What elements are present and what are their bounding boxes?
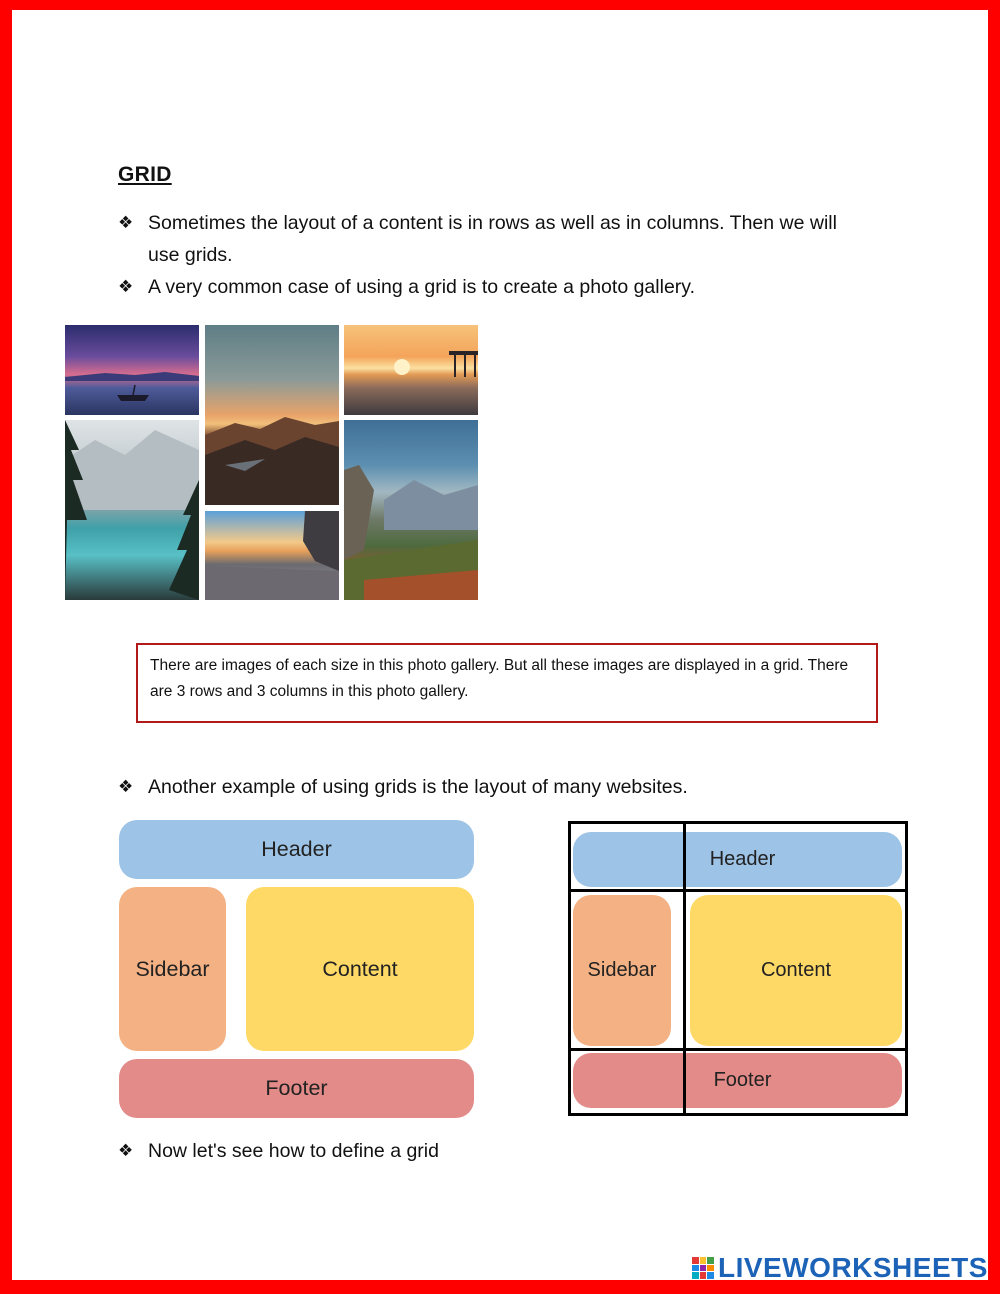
bullet-diamond-icon: ❖	[118, 277, 134, 297]
grid-line-bottom	[568, 1113, 908, 1116]
bullet-item-1	[118, 207, 858, 271]
bullet-text: A very common case of using a grid is to create a photo gallery.	[148, 276, 695, 298]
photo-pier-sunset	[344, 325, 478, 415]
grid-footer-block: Footer	[573, 1053, 902, 1108]
liveworksheets-logo[interactable]	[692, 1253, 988, 1283]
grid-line-column	[683, 821, 686, 1116]
page-title: GRID	[118, 163, 172, 186]
bullet-item-3	[118, 771, 858, 803]
photo-rocky-shore	[205, 511, 339, 600]
photo-valley-cliffs	[344, 420, 478, 600]
layout-sidebar-block: Sidebar	[119, 887, 226, 1051]
grid-line-row-2	[568, 1048, 908, 1051]
layout-content-block: Content	[246, 887, 474, 1051]
grid-line-top	[568, 821, 908, 824]
grid-line-left	[568, 821, 571, 1116]
grid-sidebar-block: Sidebar	[573, 895, 671, 1046]
bullet-diamond-icon: ❖	[118, 213, 134, 233]
grid-content-block: Content	[690, 895, 902, 1046]
photo-gallery	[65, 325, 479, 600]
bullet-item-2	[118, 271, 858, 303]
bullet-text: Now let's see how to define a grid	[148, 1140, 439, 1162]
grid-line-right	[905, 821, 908, 1116]
grid-layout-diagram	[568, 821, 908, 1116]
liveworksheets-logo-text: LIVEWORKSHEETS	[718, 1252, 988, 1283]
bullet-text: Sometimes the layout of a content is in rows as well as in columns. Then we will use grids.	[148, 212, 837, 266]
liveworksheets-logo-icon	[692, 1257, 714, 1279]
photo-mountain-sunset	[205, 325, 339, 505]
bullet-diamond-icon: ❖	[118, 1141, 134, 1161]
photo-snowy-lake	[65, 420, 199, 600]
bullet-text: Another example of using grids is the layout of many websites.	[148, 776, 688, 798]
photo-boat-lake	[65, 325, 199, 415]
layout-header-block: Header	[119, 820, 474, 879]
bullet-item-4	[118, 1135, 858, 1167]
grid-line-row-1	[568, 889, 908, 892]
layout-footer-block: Footer	[119, 1059, 474, 1118]
gallery-note-box: There are images of each size in this photo gallery. But all these images are displayed in a grid. There are 3 rows and 3 columns in this photo gallery.	[136, 643, 878, 723]
bullet-diamond-icon: ❖	[118, 777, 134, 797]
grid-header-block: Header	[573, 832, 902, 887]
